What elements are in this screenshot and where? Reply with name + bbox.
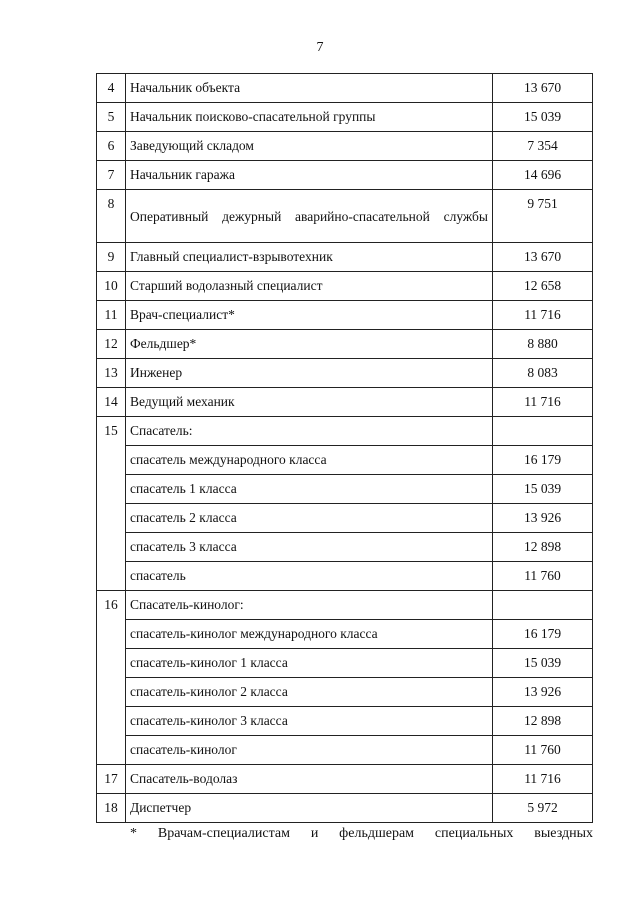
position-name	[126, 190, 493, 243]
salary-value: 11 716	[493, 765, 593, 794]
position-name: Спасатель-кинолог:	[126, 591, 493, 620]
table-row	[97, 794, 593, 823]
position-name: Заведующий складом	[126, 132, 493, 161]
row-number: 6	[97, 132, 126, 161]
table-row	[97, 359, 593, 388]
position-name: Начальник поисково-спасательной группы	[126, 103, 493, 132]
row-number: 10	[97, 272, 126, 301]
salary-value: 8 083	[493, 359, 593, 388]
table-row	[97, 620, 593, 649]
position-name: спасатель-кинолог 1 класса	[126, 649, 493, 678]
position-name: спасатель	[126, 562, 493, 591]
table-row	[97, 736, 593, 765]
row-number: 15	[97, 417, 126, 446]
row-number	[97, 620, 126, 649]
position-name: спасатель-кинолог 3 класса	[126, 707, 493, 736]
row-number: 18	[97, 794, 126, 823]
salary-value: 14 696	[493, 161, 593, 190]
row-number: 11	[97, 301, 126, 330]
table-row	[97, 190, 593, 243]
position-name: Ведущий механик	[126, 388, 493, 417]
row-number: 12	[97, 330, 126, 359]
table-row	[97, 591, 593, 620]
salary-value: 11 716	[493, 388, 593, 417]
table-row	[97, 765, 593, 794]
position-name: спасатель-кинолог международного класса	[126, 620, 493, 649]
position-name-text: Оперативный дежурный аварийно-спасательной службы	[130, 208, 488, 224]
row-number: 16	[97, 591, 126, 620]
position-name: Диспетчер	[126, 794, 493, 823]
position-name: Спасатель-водолаз	[126, 765, 493, 794]
salary-value: 12 658	[493, 272, 593, 301]
table-row	[97, 161, 593, 190]
position-name: Начальник гаража	[126, 161, 493, 190]
row-number	[97, 504, 126, 533]
row-number	[97, 533, 126, 562]
position-name: Главный специалист-взрывотехник	[126, 243, 493, 272]
position-name: Старший водолазный специалист	[126, 272, 493, 301]
table-row	[97, 388, 593, 417]
position-name: спасатель 2 класса	[126, 504, 493, 533]
table-row	[97, 74, 593, 103]
table-row	[97, 103, 593, 132]
table-row	[97, 707, 593, 736]
salary-value: 15 039	[493, 475, 593, 504]
row-number: 13	[97, 359, 126, 388]
salary-value	[493, 591, 593, 620]
salary-value	[493, 417, 593, 446]
salary-value: 9 751	[493, 190, 593, 243]
salary-value: 8 880	[493, 330, 593, 359]
page-number: 7	[316, 40, 324, 55]
row-number	[97, 562, 126, 591]
salary-value: 13 926	[493, 504, 593, 533]
salary-value: 7 354	[493, 132, 593, 161]
table-row	[97, 132, 593, 161]
row-number	[97, 649, 126, 678]
table-row	[97, 330, 593, 359]
row-number	[97, 678, 126, 707]
salary-value: 12 898	[493, 707, 593, 736]
table-row	[97, 475, 593, 504]
footnote: * Врачам-специалистам и фельдшерам специальных выездных	[130, 826, 593, 841]
salary-value: 5 972	[493, 794, 593, 823]
table-row	[97, 272, 593, 301]
salary-table	[96, 73, 593, 823]
position-name: Фельдшер*	[126, 330, 493, 359]
salary-value: 16 179	[493, 620, 593, 649]
position-name: спасатель-кинолог	[126, 736, 493, 765]
salary-value: 11 716	[493, 301, 593, 330]
table-row	[97, 243, 593, 272]
position-name: спасатель-кинолог 2 класса	[126, 678, 493, 707]
position-name: спасатель международного класса	[126, 446, 493, 475]
row-number: 14	[97, 388, 126, 417]
salary-value: 12 898	[493, 533, 593, 562]
table-row	[97, 417, 593, 446]
position-name: спасатель 1 класса	[126, 475, 493, 504]
row-number: 8	[97, 190, 126, 243]
table-row	[97, 649, 593, 678]
salary-value: 11 760	[493, 562, 593, 591]
position-name: Инженер	[126, 359, 493, 388]
salary-value: 11 760	[493, 736, 593, 765]
table-row	[97, 301, 593, 330]
row-number: 9	[97, 243, 126, 272]
row-number: 17	[97, 765, 126, 794]
salary-value: 15 039	[493, 103, 593, 132]
salary-value: 15 039	[493, 649, 593, 678]
table-row	[97, 504, 593, 533]
row-number: 5	[97, 103, 126, 132]
table-row	[97, 678, 593, 707]
row-number: 4	[97, 74, 126, 103]
salary-value: 13 926	[493, 678, 593, 707]
row-number	[97, 707, 126, 736]
row-number	[97, 475, 126, 504]
row-number: 7	[97, 161, 126, 190]
salary-value: 13 670	[493, 243, 593, 272]
position-name: спасатель 3 класса	[126, 533, 493, 562]
position-name: Спасатель:	[126, 417, 493, 446]
salary-value: 16 179	[493, 446, 593, 475]
table-row	[97, 562, 593, 591]
position-name: Врач-специалист*	[126, 301, 493, 330]
row-number	[97, 446, 126, 475]
table-row	[97, 533, 593, 562]
row-number	[97, 736, 126, 765]
table-row	[97, 446, 593, 475]
position-name: Начальник объекта	[126, 74, 493, 103]
salary-value: 13 670	[493, 74, 593, 103]
